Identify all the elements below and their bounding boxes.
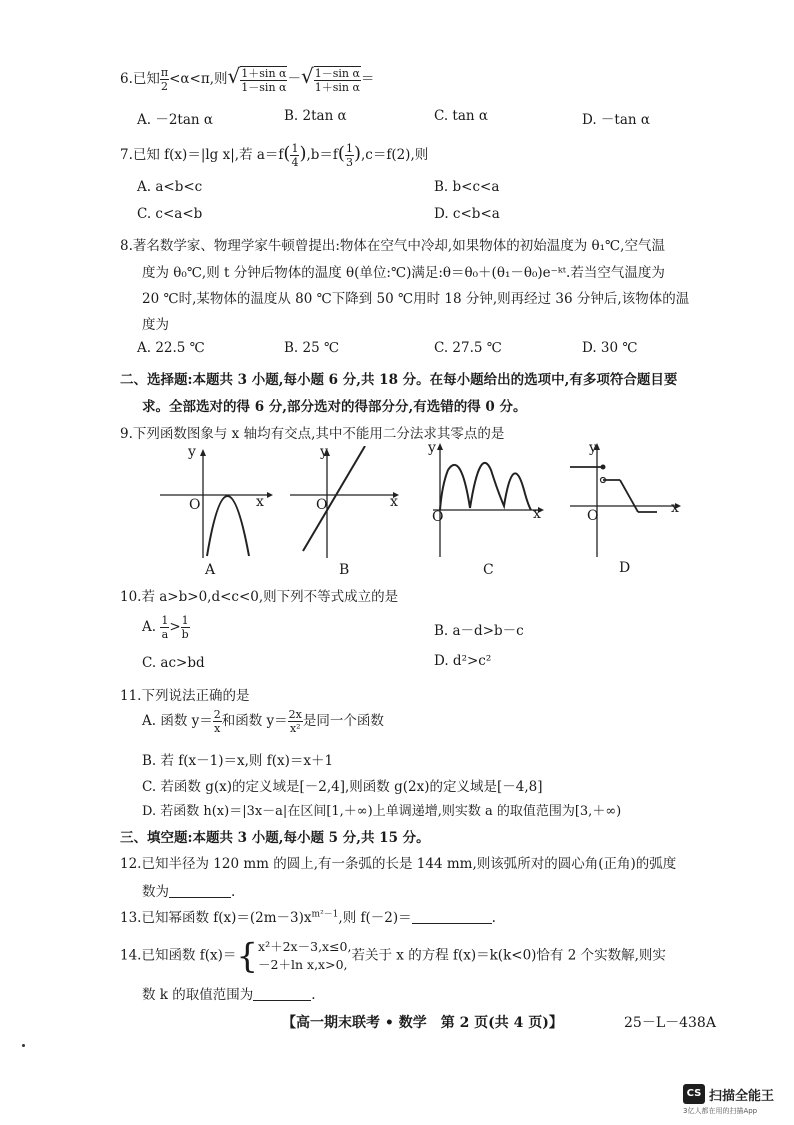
q8-line-4: 度为	[142, 317, 169, 333]
q6-stem: 6.已知 $\frac{\pi}{2}$ <α<π,则√ $\frac{\text{1＋sin α}}{\text{1－sin α}}$ －√ $\frac{\text{1－sin α}}{\text{1＋sin α}}$ ＝	[120, 64, 375, 94]
q12-line-2: 数为 .	[142, 884, 236, 900]
q14-case-1: x²＋2x－3,x≤0,	[258, 939, 352, 954]
q11-option-d: D. 若函数 h(x)＝|3x－a|在区间[1,＋∞)上单调递增,则实数 a 的取值范围为[3,＋∞)	[142, 804, 622, 819]
q10-option-c: C. ac>bd	[142, 655, 205, 671]
q9-graph-d-x-label: x	[671, 500, 679, 516]
q6-radical-2: $\frac{\text{1－sin α}}{\text{1＋sin α}}$	[314, 66, 360, 94]
q9-graph-c-y-label: y	[428, 440, 436, 456]
q6-radical-1: $\frac{\text{1＋sin α}}{\text{1－sin α}}$	[241, 66, 287, 94]
q9-graph-b-y-label: y	[320, 444, 328, 460]
page-footer: 【高一期末联考 • 数学 第 2 页(共 4 页)】	[282, 1015, 563, 1031]
q11-stem: 11.下列说法正确的是	[120, 688, 250, 704]
q8-option-d: D. 30 ℃	[582, 340, 638, 356]
camscanner-tagline: 3亿人都在用的扫描App	[683, 1107, 758, 1115]
q13-stem: 13.已知幂函数 $f(x)=(2m-3)x^{m^2-1}$,则 f(－2)＝ .	[120, 909, 496, 926]
q9-graph-d-label: D	[619, 560, 631, 576]
q9-graph-a-origin: O	[189, 497, 201, 513]
q11-option-a: A. 函数 y＝ $\frac{2}{x}$ 和函数 y＝ $\frac{2x}{\text{x²}}$ 是同一个函数	[142, 708, 384, 735]
q9-graph-d-origin: O	[587, 508, 599, 524]
q6-option-a: A. －2tan α	[137, 112, 213, 128]
q9-graph-c	[428, 440, 548, 560]
q8-line-1: 8.著名数学家、物理学家牛顿曾提出:物体在空气中冷却,如果物体的初始温度为 θ₁℃,空气温	[120, 238, 665, 254]
q14-case-2: －2＋ln x,x>0,	[258, 957, 348, 972]
camscanner-logo-icon: CS	[683, 1084, 705, 1104]
q14-stem: 14.已知函数 f(x)＝{ x²＋2x－3,x≤0, －2＋ln x,x>0, 若关于 x 的方程 f(x)＝k(k<0)恰有 2 个实数解,则实	[120, 936, 666, 977]
q9-graph-c-x-label: x	[533, 506, 541, 522]
q6-option-c: C. tan α	[434, 108, 489, 124]
q9-graph-c-label: C	[483, 562, 494, 578]
q7-option-c: C. c<a<b	[137, 206, 203, 222]
section3-heading: 三、填空题:本题共 3 小题,每小题 5 分,共 15 分。	[120, 830, 430, 846]
exam-code: 25－L－438A	[624, 1015, 716, 1031]
q9-graph-a-y-label: y	[188, 444, 196, 460]
q9-graph-d	[565, 440, 685, 560]
q9-graph-b-origin: O	[316, 497, 328, 513]
q13-answer-blank[interactable]	[412, 910, 492, 924]
q9-graph-d-y-label: y	[589, 440, 597, 456]
q9-graph-a-label: A	[205, 562, 216, 578]
q6-prefix: 6.已知	[120, 71, 160, 87]
section2-heading: 二、选择题:本题共 3 小题,每小题 6 分,共 18 分。在每小题给出的选项中,有多项符合题目要	[120, 372, 678, 388]
q8-option-b: B. 25 ℃	[284, 340, 340, 356]
q9-graph-c-origin: O	[432, 509, 444, 525]
q9-graph-b	[285, 446, 405, 561]
q6-option-b: B. 2tan α	[284, 108, 347, 124]
q7-option-d: D. c<b<a	[434, 206, 500, 222]
q6-option-d: D. －tan α	[582, 112, 651, 128]
q8-option-c: C. 27.5 ℃	[434, 340, 502, 356]
q9-graph-b-x-label: x	[390, 494, 398, 510]
q14-answer-blank[interactable]	[253, 987, 311, 1001]
q10-stem: 10.若 a>b>0,d<c<0,则下列不等式成立的是	[120, 589, 399, 605]
q8-line-2: 度为 θ₀℃,则 t 分钟后物体的温度 θ(单位:℃)满足:θ＝θ₀＋(θ₁－θ₀)e⁻ᵏᵗ.若当空气温度为	[142, 265, 665, 281]
q12-answer-blank[interactable]	[169, 884, 231, 898]
q9-graph-b-label: B	[339, 562, 350, 578]
q10-option-a: A. $\frac{1}{a}$ > $\frac{1}{b}$	[142, 614, 189, 641]
scan-speck	[22, 1044, 25, 1047]
q8-line-3: 20 ℃时,某物体的温度从 80 ℃下降到 50 ℃用时 18 分钟,则再经过 36 分钟后,该物体的温	[142, 291, 690, 307]
q7-stem: 7.已知 f(x)＝|lg x|,若 a＝f( $\frac{1}{4}$ ),b＝f( $\frac{1}{3}$ ),c＝f(2),则	[120, 142, 429, 169]
q8-option-a: A. 22.5 ℃	[137, 340, 205, 356]
q14-line-2: 数 k 的取值范围为 .	[142, 987, 316, 1003]
q9-stem: 9.下列函数图象与 x 轴均有交点,其中不能用二分法求其零点的是	[120, 426, 505, 442]
q9-graph-a-x-label: x	[256, 494, 264, 510]
q6-cond-frac: $\frac{\pi}{2}$	[160, 66, 169, 93]
q12-line-1: 12.已知半径为 120 mm 的圆上,有一条弧的长是 144 mm,则该弧所对的圆心角(正角)的弧度	[120, 856, 677, 872]
q11-option-b: B. 若 f(x－1)＝x,则 f(x)＝x＋1	[142, 753, 334, 769]
q7-option-b: B. b<c<a	[434, 179, 500, 195]
q10-option-b: B. a－d>b－c	[434, 623, 524, 639]
q11-option-c: C. 若函数 g(x)的定义域是[－2,4],则函数 g(2x)的定义域是[－4,8]	[142, 779, 543, 795]
q7-option-a: A. a<b<c	[137, 179, 203, 195]
q10-option-d: D. d²>c²	[434, 653, 492, 669]
section2-heading-cont: 求。全部选对的得 6 分,部分选对的得部分分,有选错的得 0 分。	[142, 399, 527, 415]
camscanner-name: 扫描全能王	[709, 1089, 775, 1104]
